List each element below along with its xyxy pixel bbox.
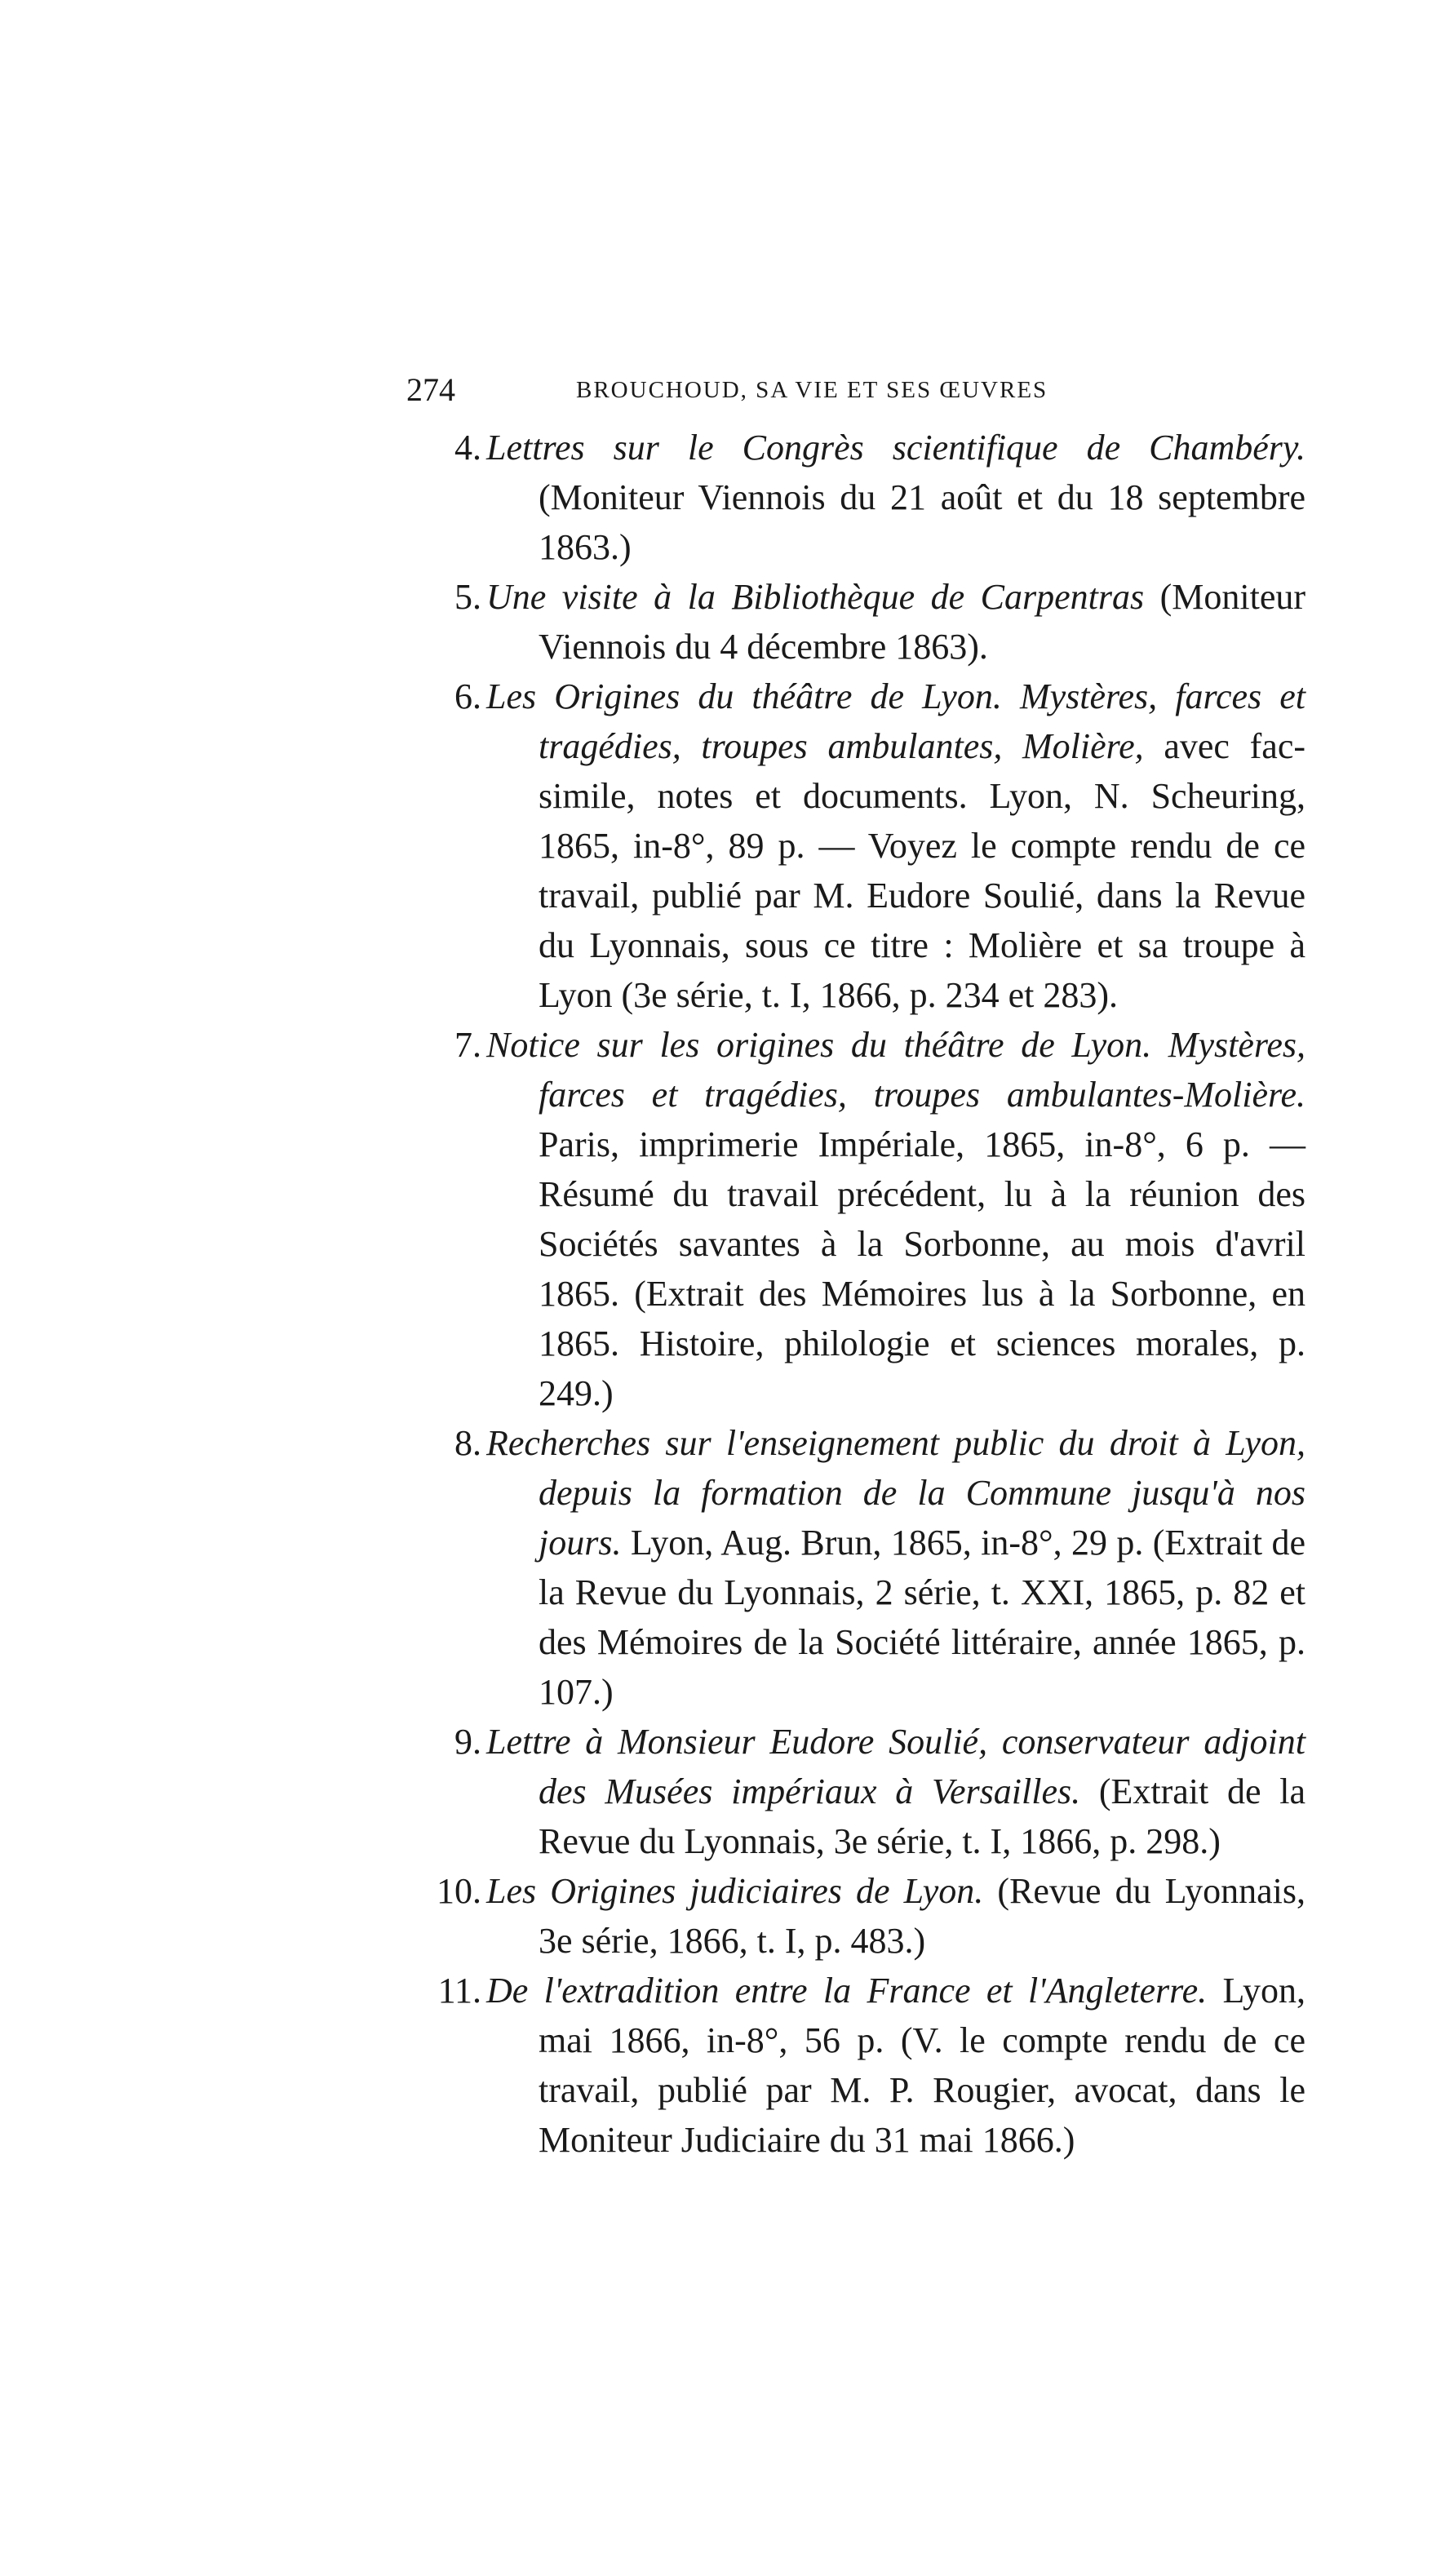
entry-text	[486, 1866, 1305, 1966]
entry-number: 6.	[454, 676, 481, 716]
entry-details: (Moniteur Viennois du 21 août et du 18 septembre 1863.)	[539, 477, 1305, 567]
bibliography-entry-8	[424, 1418, 1305, 1717]
entry-details: (Revue du Lyonnais, 3e série, 1866, t. I, p. 483.)	[539, 1871, 1305, 1961]
bibliography-entry-9	[424, 1717, 1305, 1866]
entry-title: Une visite à la Bibliothèque de Carpentras	[486, 577, 1145, 617]
entry-number: 8.	[454, 1423, 481, 1463]
bibliography-entry-10	[424, 1866, 1305, 1966]
bibliography-entry-6	[424, 672, 1305, 1020]
entry-text	[486, 1418, 1305, 1717]
entry-title: Recherches sur l'enseignement public du droit à Lyon, depuis la formation de la Commune jusqu'à nos jours.	[486, 1423, 1305, 1563]
entry-details: avec fac-simile, notes et documents. Lyon, N. Scheuring, 1865, in-8°, 89 p. — Voyez le compte rendu de ce travail, publié par M. Eudore Soulié, dans la Revue du Lyonnais, sous ce titre : Molière et sa troupe à Lyon (3e série, t. I, 1866, p. 234 et 283).	[539, 726, 1305, 1015]
page-number: 274	[406, 371, 455, 408]
entry-title: Les Origines du théâtre de Lyon. Mystères, farces et tragédies, troupes ambulantes, Molière,	[486, 676, 1305, 766]
bibliography-entry-4	[424, 423, 1305, 572]
entry-text	[486, 672, 1305, 1020]
entry-details: Lyon, mai 1866, in-8°, 56 p. (V. le compte rendu de ce travail, publié par M. P. Rougier, avocat, dans le Moniteur Judiciaire du 31 mai 1866.)	[539, 1971, 1306, 2160]
entry-details: Paris, imprimerie Impériale, 1865, in-8°, 6 p. — Résumé du travail précédent, lu à la réunion des Sociétés savantes à la Sorbonne, au mois d'avril 1865. (Extrait des Mémoires lus à la Sorbonne, en 1865. Histoire, philologie et sciences morales, p. 249.)	[539, 1124, 1305, 1413]
entry-number: 5.	[454, 577, 481, 617]
entry-details: Lyon, Aug. Brun, 1865, in-8°, 29 p. (Extrait de la Revue du Lyonnais, 2 série, t. XXI, 1865, p. 82 et des Mémoires de la Société littéraire, année 1865, p. 107.)	[539, 1523, 1305, 1712]
entry-details: (Moniteur Viennois du 4 décembre 1863).	[539, 577, 1306, 667]
entry-number: 7.	[454, 1025, 481, 1065]
entry-title: Lettre à Monsieur Eudore Soulié, conservateur adjoint des Musées impériaux à Versailles.	[486, 1722, 1305, 1811]
entry-number: 10.	[437, 1871, 481, 1911]
entry-title: Lettres sur le Congrès scientifique de Chambéry.	[486, 428, 1305, 468]
bibliography-entry-5	[424, 572, 1305, 672]
entry-number: 11.	[437, 1971, 481, 2011]
running-head	[406, 366, 1116, 415]
entry-number: 9.	[454, 1722, 481, 1762]
entry-text	[486, 1717, 1305, 1866]
page-header-title: BROUCHOUD, SA VIE ET SES ŒUVRES	[576, 377, 1048, 403]
entry-number: 4.	[454, 428, 481, 468]
bibliography-entry-11	[424, 1966, 1305, 2165]
bibliography-list	[424, 423, 1305, 2165]
entry-text	[486, 1966, 1305, 2165]
entry-title: Notice sur les origines du théâtre de Lyon. Mystères, farces et tragédies, troupes ambulantes-Molière.	[486, 1025, 1305, 1115]
entry-details: (Extrait de la Revue du Lyonnais, 3e série, t. I, 1866, p. 298.)	[539, 1771, 1305, 1861]
entry-text	[486, 1020, 1305, 1418]
entry-title: Les Origines judiciaires de Lyon.	[486, 1871, 984, 1911]
entry-title: De l'extradition entre la France et l'Angleterre.	[486, 1971, 1208, 2011]
entry-text	[486, 572, 1305, 672]
bibliography-entry-7	[424, 1020, 1305, 1418]
entry-text	[486, 423, 1305, 572]
